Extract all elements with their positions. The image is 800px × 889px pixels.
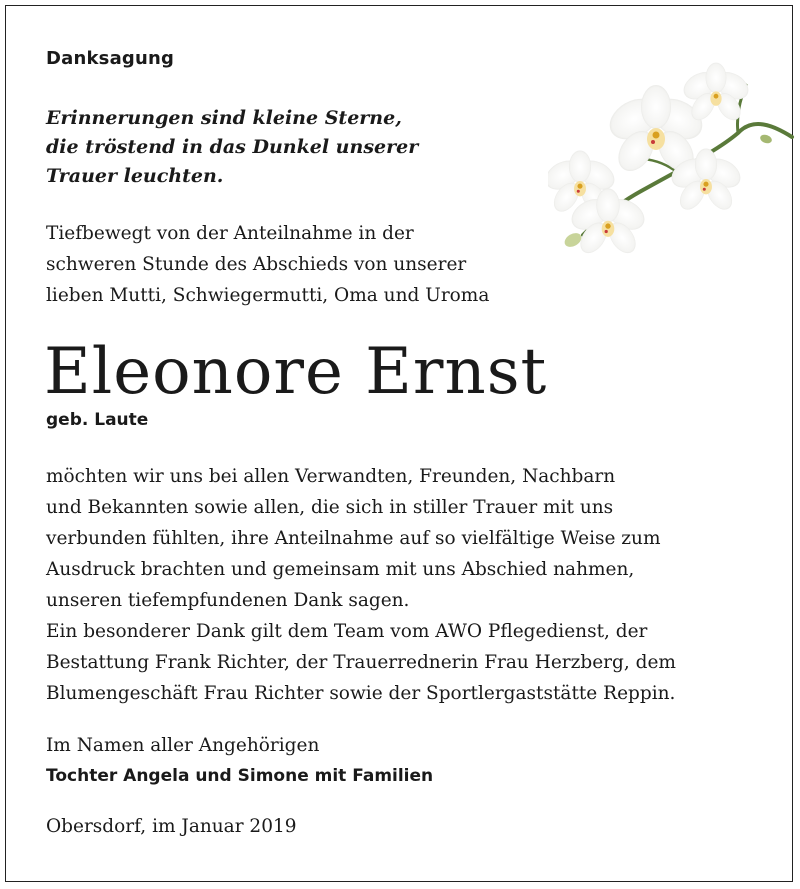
- intro-text: [46, 218, 489, 311]
- body-line: Bestattung Frank Richter, der Trauerrednerin Frau Herzberg, dem: [46, 652, 676, 673]
- body-line: und Bekannten sowie allen, die sich in stiller Trauer mit uns: [46, 497, 614, 518]
- intro-line: lieben Mutti, Schwiegermutti, Oma und Uroma: [46, 285, 490, 306]
- quote-line: Trauer leuchten.: [46, 165, 224, 187]
- signatories: Tochter Angela und Simone mit Familien: [46, 766, 434, 786]
- body-line: möchten wir uns bei allen Verwandten, Freunden, Nachbarn: [46, 466, 616, 487]
- deceased-name: Eleonore Ernst: [44, 335, 548, 409]
- maiden-name: geb. Laute: [46, 410, 149, 430]
- intro-line: Tiefbewegt von der Anteilnahme in der: [46, 223, 414, 244]
- closing-block: [46, 730, 433, 792]
- quote-block: [46, 104, 516, 191]
- body-line: Ausdruck brachten und gemeinsam mit uns Abschied nahmen,: [46, 559, 635, 580]
- quote-line: Erinnerungen sind kleine Sterne,: [46, 107, 402, 129]
- orchid-icon: [548, 55, 796, 270]
- body-line: Blumengeschäft Frau Richter sowie der Sportlergaststätte Reppin.: [46, 683, 676, 704]
- body-line: unseren tiefempfundenen Dank sagen.: [46, 590, 410, 611]
- closing-line: Im Namen aller Angehörigen: [46, 735, 320, 756]
- body-line: Ein besonderer Dank gilt dem Team vom AWO Pflegedienst, der: [46, 621, 648, 642]
- intro-line: schweren Stunde des Abschieds von unserer: [46, 254, 467, 275]
- thanks-paragraph: [46, 461, 676, 709]
- quote-line: die tröstend in das Dunkel unserer: [46, 136, 419, 158]
- body-line: verbunden fühlten, ihre Anteilnahme auf so vielfältige Weise zum: [46, 528, 661, 549]
- notice-heading: Danksagung: [46, 48, 175, 69]
- place-date: Obersdorf, im Januar 2019: [46, 816, 297, 837]
